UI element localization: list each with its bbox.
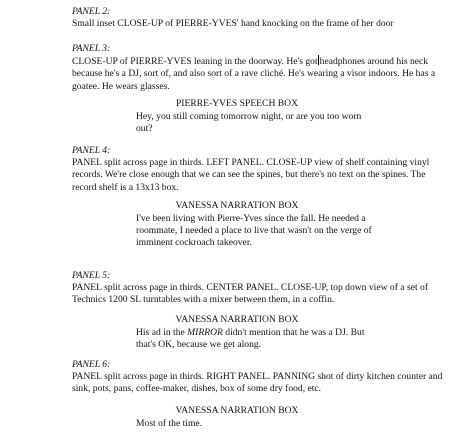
dialogue-fragment: didn't mention that he was a DJ. But [225, 327, 365, 338]
panel-heading: PANEL 3: [72, 43, 111, 54]
description-line: PANEL split across page in thirds. LEFT PANEL. CLOSE-UP view of shelf containing vinyl [72, 157, 430, 169]
description-line: Technics 1200 SL turntables with a mixer between them, in a coffin. [72, 294, 335, 306]
panel-6-section [72, 359, 464, 396]
panel-4-section [72, 145, 464, 194]
description-line: because he's a DJ, sort of, and also sort of a rave cliché. He's wearing a visor indoors. He has a [72, 68, 436, 80]
dialogue-line: out? [136, 123, 153, 135]
dialogue-text [136, 327, 376, 351]
dialogue-text [136, 418, 376, 430]
panel-description [72, 157, 464, 194]
description-line: records. We're close enough that we can see the spines, but there's no text on the spines. The [72, 169, 426, 181]
panel-3-section [72, 43, 464, 93]
panel-5-section [72, 270, 464, 307]
description-line: PANEL split across page in thirds. RIGHT PANEL. PANNING shot of dirty kitchen counter and [72, 371, 443, 383]
panel-description [72, 282, 464, 306]
speaker-label: VANESSA NARRATION BOX [175, 314, 299, 325]
speaker-label: VANESSA NARRATION BOX [175, 405, 299, 416]
dialogue-line: Hey, you still coming tomorrow night, or are you too worn [136, 111, 362, 122]
description-text: headphones around his neck [319, 56, 429, 68]
dialogue-line: that's OK, because we get along. [136, 339, 262, 351]
description-line: sink, pots, pans, coffee-maker, dishes, box of some dry food, etc. [72, 383, 322, 395]
panel-2-section [72, 6, 464, 30]
panel-description [72, 371, 464, 395]
description-text: CLOSE-UP of PIERRE-YVES leaning in the doorway. He's got [72, 56, 318, 68]
speaker-label: VANESSA NARRATION BOX [175, 200, 299, 211]
dialogue-emphasis: MIRROR [187, 327, 223, 338]
description-line: Small inset CLOSE-UP of PIERRE-YVES' hand knocking on the frame of her door [72, 18, 394, 30]
dialogue-line: imminent cockroach takeover. [136, 237, 252, 249]
description-line [72, 55, 464, 68]
dialogue-line: Most of the time. [136, 418, 203, 429]
description-line: PANEL split across page in thirds. CENTER PANEL. CLOSE-UP, top down view of a set of [72, 282, 429, 294]
speaker-label: PIERRE-YVES SPEECH BOX [175, 98, 299, 109]
dialogue-text [136, 111, 376, 135]
dialogue-fragment: His ad in the [136, 327, 185, 338]
description-line: record shelf is a 13x13 box. [72, 181, 179, 193]
panel-heading: PANEL 4: [72, 145, 111, 156]
dialogue-line: I've been living with Pierre-Yves since the fall. He needed a [136, 213, 366, 224]
panel-heading: PANEL 6: [72, 359, 111, 370]
dialogue-line: roommate, I needed a place to live that wasn't on the verge of [136, 225, 372, 237]
panel-description [72, 18, 464, 30]
dialogue-text [136, 213, 376, 250]
panel-heading: PANEL 2: [72, 6, 111, 17]
panel-description [72, 55, 464, 93]
description-line: goatee. He wears glasses. [72, 80, 170, 92]
dialogue-line [136, 327, 376, 339]
panel-heading: PANEL 5: [72, 270, 111, 281]
